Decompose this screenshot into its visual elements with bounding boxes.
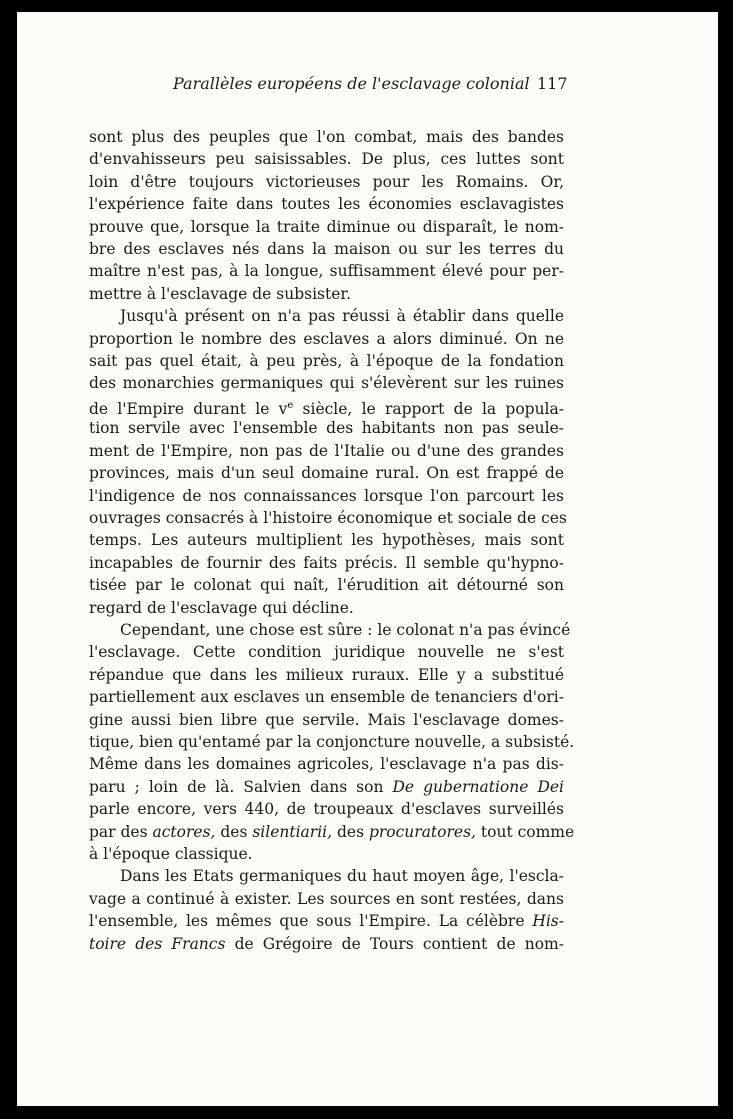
italic-text: toire des Francs	[89, 934, 226, 953]
text-run: Jusqu'à présent on n'a pas réussi à établir dans quelle	[120, 307, 564, 326]
italic-text: actores,	[152, 822, 216, 841]
text-line	[89, 350, 564, 372]
text-line	[89, 238, 564, 260]
text-run: provinces, mais d'un seul domaine rural. On est frappé de	[89, 464, 564, 483]
text-line	[89, 260, 564, 282]
text-line	[89, 507, 567, 529]
text-run: par des	[89, 822, 153, 841]
text-run: des	[332, 822, 369, 841]
text-run: des	[215, 822, 253, 841]
text-line	[89, 597, 564, 619]
text-line	[89, 529, 564, 551]
text-run: sait pas quel était, à peu près, à l'époque de la fondation	[89, 352, 564, 371]
text-line	[89, 910, 564, 932]
text-line	[89, 776, 564, 798]
text-run: mettre à l'esclavage de subsister.	[89, 284, 352, 303]
text-line	[89, 395, 564, 417]
text-run: Cependant, une chose est sûre : le colonat n'a pas évincé	[120, 620, 571, 639]
text-line	[89, 888, 564, 910]
superscript-text: e	[287, 399, 294, 411]
book-page	[17, 12, 718, 1106]
text-run: parle encore, vers 440, de troupeaux d'esclaves surveillés	[89, 800, 564, 819]
text-run: partiellement aux esclaves un ensemble de tenanciers d'ori-	[89, 688, 564, 707]
body-text	[89, 126, 575, 955]
text-run: bre des esclaves nés dans la maison ou sur les terres du	[89, 240, 564, 259]
text-line	[89, 843, 564, 865]
text-run: ment de l'Empire, non pas de l'Italie ou d'une des grandes	[89, 441, 564, 460]
text-run: temps. Les auteurs multiplient les hypothèses, mais sont	[89, 531, 564, 550]
text-line	[89, 619, 571, 641]
text-run: prouve que, lorsque la traite diminue ou disparaît, le nom-	[89, 217, 564, 236]
text-line	[89, 216, 564, 238]
text-line	[89, 933, 564, 955]
text-run: ouvrages consacrés à l'histoire économique et sociale de ces	[89, 508, 567, 527]
italic-text: procuratores,	[368, 822, 476, 841]
text-line	[89, 753, 564, 775]
text-line	[89, 372, 564, 394]
text-line	[89, 798, 564, 820]
italic-text: De gubernatione Dei	[392, 777, 564, 796]
text-run: tion servile avec l'ensemble des habitants non pas seule-	[89, 419, 564, 438]
text-run: Même dans les domaines agricoles, l'esclavage n'a pas dis-	[89, 755, 564, 774]
text-run: paru ; loin de là. Salvien dans son	[89, 777, 393, 796]
text-line	[89, 731, 575, 753]
text-run: de Grégoire de Tours contient de nom-	[225, 934, 564, 953]
text-run: vage a continué à exister. Les sources en sont restées, dans	[89, 889, 564, 908]
italic-text: His-	[532, 912, 564, 931]
text-line	[89, 641, 564, 663]
text-run: tout comme	[475, 822, 575, 841]
text-line	[89, 193, 564, 215]
text-run: loin d'être toujours victorieuses pour les Romains. Or,	[89, 172, 564, 191]
text-line	[89, 328, 564, 350]
text-run: l'ensemble, les mêmes que sous l'Empire. La célèbre	[89, 912, 533, 931]
text-run: proportion le nombre des esclaves a alors diminué. On ne	[89, 329, 564, 348]
text-run: gine aussi bien libre que servile. Mais l'esclavage domes-	[89, 710, 564, 729]
text-line	[89, 305, 564, 327]
italic-text: silentiarii,	[252, 822, 333, 841]
text-run: tique, bien qu'entamé par la conjoncture nouvelle, a subsisté.	[89, 732, 575, 751]
text-run: l'indigence de nos connaissances lorsque l'on parcourt les	[89, 486, 564, 505]
text-run: tisée par le colonat qui naît, l'érudition ait détourné son	[89, 576, 564, 595]
text-line	[89, 440, 564, 462]
text-run: maître n'est pas, à la longue, suffisamment élevé pour per-	[89, 262, 564, 281]
text-line	[89, 865, 564, 887]
text-run: répandue que dans les milieux ruraux. Elle y a substitué	[89, 665, 564, 684]
text-line	[89, 417, 564, 439]
text-line	[89, 148, 564, 170]
text-run: sont plus des peuples que l'on combat, mais des bandes	[89, 128, 564, 146]
text-run: siècle, le rapport de la popula-	[293, 399, 564, 418]
text-run: de l'Empire durant le v	[89, 399, 288, 418]
text-line	[89, 462, 564, 484]
text-line	[89, 126, 564, 148]
text-run: à l'époque classique.	[89, 845, 253, 863]
text-line	[89, 485, 564, 507]
text-run: d'envahisseurs peu saisissables. De plus, ces luttes sont	[89, 150, 564, 169]
text-line	[89, 574, 564, 596]
text-line	[89, 552, 564, 574]
text-line	[89, 283, 564, 305]
text-line	[89, 709, 564, 731]
text-run: l'esclavage. Cette condition juridique nouvelle ne s'est	[89, 643, 564, 662]
text-run: des monarchies germaniques qui s'élevèrent sur les ruines	[89, 374, 564, 393]
text-run: Dans les Etats germaniques du haut moyen âge, l'escla-	[120, 867, 564, 886]
running-title: Parallèles européens de l'esclavage colonial	[173, 74, 530, 93]
text-run: regard de l'esclavage qui décline.	[89, 598, 354, 617]
text-line	[89, 171, 564, 193]
text-line	[89, 686, 564, 708]
page-number: 117	[537, 74, 568, 93]
text-run: l'expérience faite dans toutes les économies esclavagistes	[89, 195, 564, 214]
text-run: incapables de fournir des faits précis. Il semble qu'hypno-	[89, 553, 564, 572]
text-line	[89, 664, 564, 686]
text-line	[89, 821, 575, 843]
